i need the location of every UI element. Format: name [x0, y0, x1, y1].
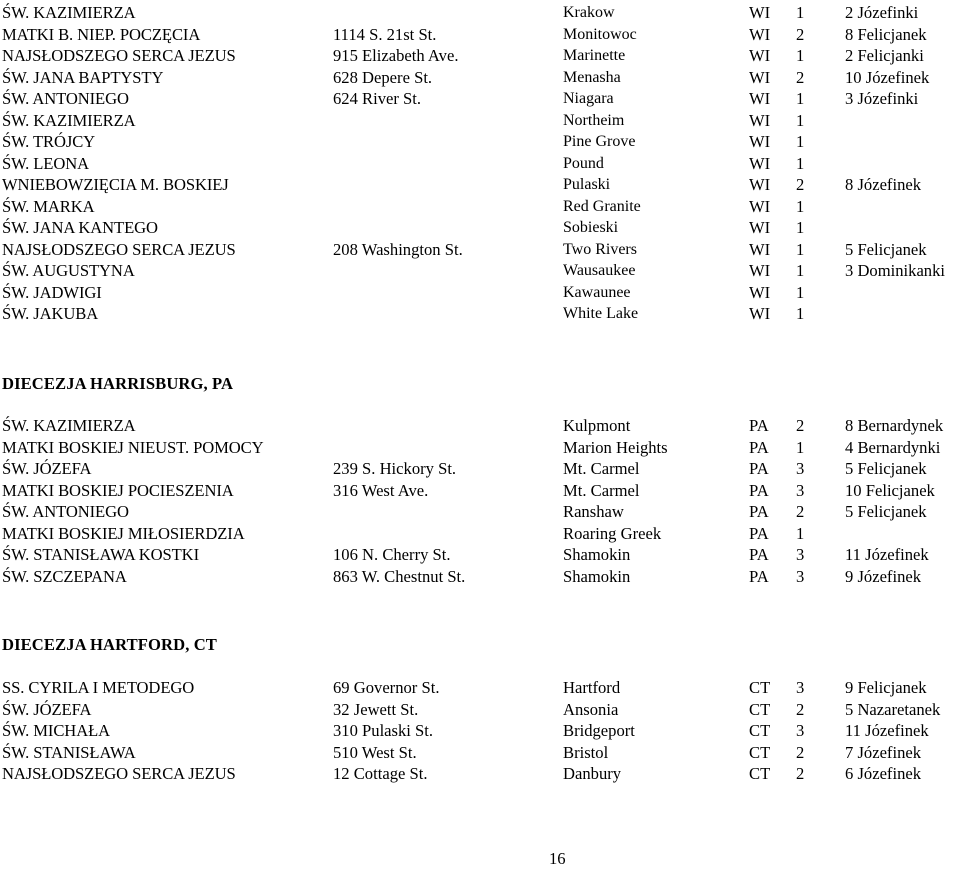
street-address: 863 W. Chestnut St.	[333, 566, 466, 586]
street-address: 510 West St.	[333, 742, 417, 762]
street-address: 106 N. Cherry St.	[333, 545, 451, 564]
city: Mt. Carmel	[563, 480, 640, 500]
city: Shamokin	[563, 566, 631, 586]
city: Bristol	[563, 742, 609, 762]
religious-order: 7 Józefinek	[845, 742, 922, 762]
street-address: 32 Jewett St.	[333, 699, 419, 719]
state: WI	[749, 3, 771, 22]
state: PA	[749, 545, 769, 564]
religious-order: 2 Felicjanki	[845, 46, 924, 65]
table-row	[0, 501, 960, 523]
state: WI	[749, 67, 771, 87]
religious-order: 11 Józefinek	[845, 545, 929, 564]
table-row	[0, 742, 960, 764]
sister-count: 1	[796, 218, 805, 237]
table-row	[0, 566, 960, 588]
table-row	[0, 763, 960, 785]
state: WI	[749, 304, 771, 323]
religious-order: 10 Józefinek	[845, 67, 930, 87]
table-row	[0, 174, 960, 196]
city: Niagara	[563, 90, 614, 107]
sister-count: 1	[796, 132, 805, 151]
state: WI	[749, 24, 771, 44]
sister-count: 1	[796, 110, 805, 130]
parish-rows	[0, 2, 960, 325]
table-row	[0, 196, 960, 218]
state: CT	[749, 678, 771, 697]
religious-order: 10 Felicjanek	[845, 480, 935, 500]
table-row	[0, 110, 960, 132]
state: WI	[749, 196, 771, 216]
parish-name: ŚW. SZCZEPANA	[2, 566, 127, 586]
state: PA	[749, 480, 769, 500]
city: Marinette	[563, 47, 626, 64]
street-address: 915 Elizabeth Ave.	[333, 46, 459, 65]
state: PA	[749, 416, 769, 435]
sister-count: 3	[796, 480, 805, 500]
religious-order: 8 Józefinek	[845, 175, 922, 194]
diocese-heading-hartford: DIECEZJA HARTFORD, CT	[2, 635, 217, 654]
religious-order: 3 Józefinki	[845, 89, 919, 108]
parish-name: WNIEBOWZIĘCIA M. BOSKIEJ	[2, 175, 229, 194]
sister-count: 1	[796, 89, 805, 108]
table-row	[0, 217, 960, 239]
street-address: 310 Pulaski St.	[333, 721, 434, 740]
city: Kulpmont	[563, 416, 631, 435]
street-address: 1114 S. 21st St.	[333, 24, 437, 44]
city: Sobieski	[563, 219, 619, 236]
state: WI	[749, 282, 771, 302]
parish-name: MATKI B. NIEP. POCZĘCIA	[2, 24, 201, 44]
parish-name: SS. CYRILA I METODEGO	[2, 678, 195, 697]
sister-count: 1	[796, 3, 805, 22]
table-row	[0, 260, 960, 282]
sister-count: 3	[796, 545, 805, 564]
parish-name: ŚW. ANTONIEGO	[2, 89, 129, 108]
city: Two Rivers	[563, 240, 637, 258]
parish-name: MATKI BOSKIEJ MIŁOSIERDZIA	[2, 523, 245, 543]
parish-rows	[0, 677, 960, 785]
religious-order: 9 Józefinek	[845, 566, 922, 586]
street-address: 69 Governor St.	[333, 678, 440, 697]
sister-count: 1	[796, 153, 805, 173]
sister-count: 2	[796, 24, 805, 44]
table-row	[0, 131, 960, 153]
parish-name: NAJSŁODSZEGO SERCA JEZUS	[2, 46, 236, 65]
sister-count: 2	[796, 742, 805, 762]
religious-order: 8 Felicjanek	[845, 24, 927, 44]
sister-count: 3	[796, 566, 805, 586]
city: Northeim	[563, 111, 625, 129]
state: WI	[749, 153, 771, 173]
parish-name: MATKI BOSKIEJ NIEUST. POMOCY	[2, 437, 264, 457]
table-row	[0, 480, 960, 502]
sister-count: 1	[796, 523, 805, 543]
state: PA	[749, 459, 769, 478]
street-address: 628 Depere St.	[333, 67, 433, 87]
street-address: 12 Cottage St.	[333, 764, 428, 783]
street-address: 316 West Ave.	[333, 480, 429, 500]
city: Monitowoc	[563, 25, 637, 43]
city: Shamokin	[563, 545, 631, 564]
table-row	[0, 523, 960, 545]
city: Bridgeport	[563, 721, 635, 740]
parish-name: MATKI BOSKIEJ POCIESZENIA	[2, 480, 234, 500]
religious-order: 8 Bernardynek	[845, 416, 944, 435]
sister-count: 2	[796, 416, 805, 435]
parish-name: ŚW. KAZIMIERZA	[2, 3, 136, 22]
city: Danbury	[563, 764, 622, 783]
religious-order: 5 Nazaretanek	[845, 699, 941, 719]
table-row	[0, 88, 960, 110]
parish-list-wisconsin	[0, 2, 960, 325]
city: Marion Heights	[563, 437, 668, 457]
table-row	[0, 2, 960, 24]
sister-count: 1	[796, 304, 805, 323]
state: WI	[749, 261, 771, 280]
parish-name: ŚW. STANISŁAWA KOSTKI	[2, 545, 199, 564]
parish-name: ŚW. AUGUSTYNA	[2, 261, 135, 280]
parish-name: ŚW. JADWIGI	[2, 282, 102, 302]
sister-count: 2	[796, 699, 805, 719]
table-row	[0, 45, 960, 67]
city: Kawaunee	[563, 283, 631, 301]
state: CT	[749, 742, 771, 762]
parish-rows	[0, 415, 960, 587]
parish-list-hartford	[0, 677, 960, 785]
table-row	[0, 699, 960, 721]
parish-name: ŚW. LEONA	[2, 153, 89, 173]
city: Hartford	[563, 678, 621, 697]
city: Roaring Greek	[563, 523, 662, 543]
table-row	[0, 677, 960, 699]
page-number: 16	[549, 849, 566, 868]
parish-name: NAJSŁODSZEGO SERCA JEZUS	[2, 764, 236, 783]
city: Ansonia	[563, 699, 619, 719]
city: Pulaski	[563, 176, 611, 193]
parish-name: ŚW. STANISŁAWA	[2, 742, 136, 762]
sister-count: 1	[796, 196, 805, 216]
religious-order: 5 Felicjanek	[845, 459, 927, 478]
city: Red Granite	[563, 197, 641, 215]
sister-count: 3	[796, 459, 805, 478]
state: WI	[749, 175, 771, 194]
sister-count: 1	[796, 261, 805, 280]
parish-name: ŚW. MARKA	[2, 196, 95, 216]
city: Wausaukee	[563, 262, 636, 279]
parish-name: ŚW. MICHAŁA	[2, 721, 110, 740]
sister-count: 2	[796, 502, 805, 521]
state: WI	[749, 239, 771, 259]
street-address: 208 Washington St.	[333, 239, 463, 259]
parish-name: NAJSŁODSZEGO SERCA JEZUS	[2, 239, 236, 259]
city: Krakow	[563, 4, 615, 21]
religious-order: 5 Felicjanek	[845, 239, 927, 259]
sister-count: 3	[796, 678, 805, 697]
state: WI	[749, 89, 771, 108]
religious-order: 4 Bernardynki	[845, 437, 941, 457]
city: Ranshaw	[563, 502, 624, 521]
sister-count: 1	[796, 239, 805, 259]
sister-count: 2	[796, 175, 805, 194]
table-row	[0, 67, 960, 89]
parish-list-harrisburg	[0, 415, 960, 587]
parish-name: ŚW. JANA BAPTYSTY	[2, 67, 164, 87]
table-row	[0, 415, 960, 437]
table-row	[0, 282, 960, 304]
sister-count: 1	[796, 46, 805, 65]
state: CT	[749, 699, 771, 719]
table-row	[0, 303, 960, 325]
parish-name: ŚW. JAKUBA	[2, 304, 99, 323]
state: PA	[749, 566, 769, 586]
religious-order: 9 Felicjanek	[845, 678, 927, 697]
parish-name: ŚW. JANA KANTEGO	[2, 218, 158, 237]
street-address: 239 S. Hickory St.	[333, 459, 457, 478]
table-row	[0, 544, 960, 566]
table-row	[0, 458, 960, 480]
religious-order: 5 Felicjanek	[845, 502, 927, 521]
city: Menasha	[563, 68, 621, 86]
street-address: 624 River St.	[333, 89, 422, 108]
state: PA	[749, 502, 769, 521]
diocese-heading-harrisburg: DIECEZJA HARRISBURG, PA	[2, 374, 234, 393]
parish-name: ŚW. KAZIMIERZA	[2, 110, 136, 130]
parish-name: ŚW. ANTONIEGO	[2, 502, 129, 521]
state: WI	[749, 110, 771, 130]
city: White Lake	[563, 305, 639, 322]
religious-order: 11 Józefinek	[845, 721, 929, 740]
religious-order: 2 Józefinki	[845, 3, 919, 22]
state: WI	[749, 218, 771, 237]
table-row	[0, 153, 960, 175]
table-row	[0, 720, 960, 742]
table-row	[0, 437, 960, 459]
state: CT	[749, 764, 771, 783]
state: WI	[749, 132, 771, 151]
state: PA	[749, 523, 769, 543]
parish-name: ŚW. KAZIMIERZA	[2, 416, 136, 435]
sister-count: 3	[796, 721, 805, 740]
table-row	[0, 24, 960, 46]
sister-count: 1	[796, 282, 805, 302]
state: WI	[749, 46, 771, 65]
parish-name: ŚW. TRÓJCY	[2, 132, 96, 151]
city: Pine Grove	[563, 133, 636, 150]
sister-count: 1	[796, 437, 805, 457]
state: PA	[749, 437, 769, 457]
parish-name: ŚW. JÓZEFA	[2, 699, 92, 719]
table-row	[0, 239, 960, 261]
city: Mt. Carmel	[563, 459, 640, 478]
sister-count: 2	[796, 764, 805, 783]
religious-order: 3 Dominikanki	[845, 261, 946, 280]
city: Pound	[563, 154, 604, 172]
parish-name: ŚW. JÓZEFA	[2, 459, 92, 478]
sister-count: 2	[796, 67, 805, 87]
state: CT	[749, 721, 771, 740]
religious-order: 6 Józefinek	[845, 764, 922, 783]
